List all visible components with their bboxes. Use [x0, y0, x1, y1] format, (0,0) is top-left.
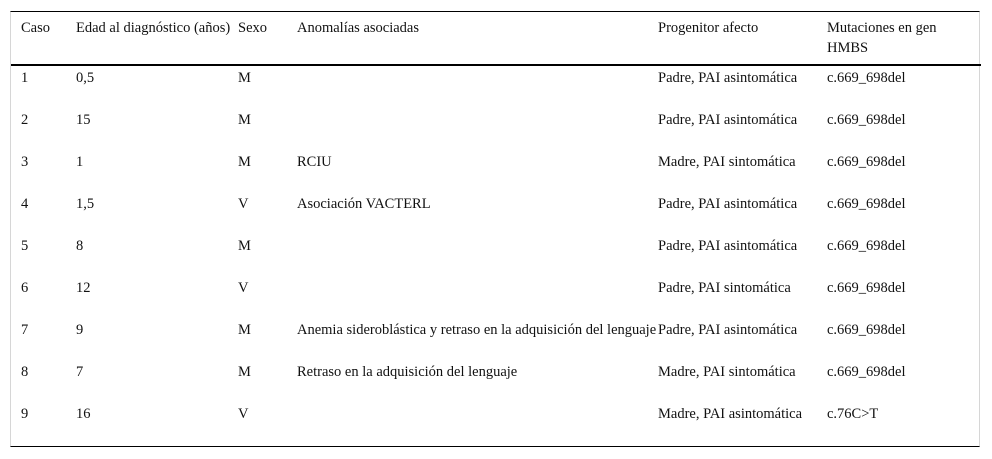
cell-sexo: V — [238, 280, 249, 296]
table-row — [11, 192, 981, 234]
cell-edad: 1 — [76, 154, 84, 170]
cell-edad: 12 — [76, 280, 91, 296]
table-row — [11, 276, 981, 318]
header-caso: Caso — [11, 12, 76, 65]
cell-caso: 6 — [21, 280, 29, 296]
cell-anomalias — [297, 402, 658, 444]
table-row — [11, 234, 981, 276]
cell-anomalias — [297, 108, 658, 150]
cell-edad: 9 — [76, 322, 84, 338]
cell-edad: 1,5 — [76, 196, 95, 212]
cell-caso: 3 — [21, 154, 29, 170]
cell-anomalias — [297, 65, 658, 108]
cell-anomalias: Anemia sideroblástica y retraso en la adquisición del lenguaje — [297, 322, 657, 338]
cell-edad: 15 — [76, 112, 91, 128]
header-edad: Edad al diagnóstico (años) — [76, 12, 238, 65]
header-anomalias: Anomalías asociadas — [297, 12, 658, 65]
cell-sexo: M — [238, 322, 251, 338]
cell-edad: 16 — [76, 406, 91, 422]
cell-mutacion: c.669_698del — [827, 196, 906, 212]
cell-caso: 5 — [21, 238, 29, 254]
cell-sexo: M — [238, 154, 251, 170]
data-table-frame — [10, 11, 980, 447]
cell-mutacion: c.669_698del — [827, 70, 906, 86]
cell-caso: 1 — [21, 70, 29, 86]
header-row — [11, 12, 981, 65]
cell-progenitor: Padre, PAI sintomática — [658, 280, 791, 296]
cell-mutacion: c.669_698del — [827, 154, 906, 170]
cell-sexo: M — [238, 70, 251, 86]
cell-progenitor: Padre, PAI asintomática — [658, 322, 798, 338]
cell-caso: 7 — [21, 322, 29, 338]
header-sexo: Sexo — [238, 12, 297, 65]
cell-anomalias: RCIU — [297, 154, 332, 170]
table-row — [11, 150, 981, 192]
cell-edad: 0,5 — [76, 70, 95, 86]
cell-caso: 9 — [21, 406, 29, 422]
cell-mutacion: c.669_698del — [827, 238, 906, 254]
cell-progenitor: Padre, PAI asintomática — [658, 70, 798, 86]
header-progenitor: Progenitor afecto — [658, 12, 827, 65]
cell-edad: 8 — [76, 238, 84, 254]
table-row — [11, 360, 981, 402]
table-body — [11, 65, 981, 444]
cell-progenitor: Madre, PAI sintomática — [658, 154, 796, 170]
table-row — [11, 318, 981, 360]
cell-sexo: M — [238, 238, 251, 254]
table-row — [11, 402, 981, 444]
cell-anomalias — [297, 234, 658, 276]
cell-caso: 8 — [21, 364, 29, 380]
cell-progenitor: Madre, PAI asintomática — [658, 406, 803, 422]
cell-progenitor: Padre, PAI asintomática — [658, 238, 798, 254]
cell-mutacion: c.669_698del — [827, 322, 906, 338]
cell-progenitor: Madre, PAI sintomática — [658, 364, 796, 380]
cell-progenitor: Padre, PAI asintomática — [658, 196, 798, 212]
table-row — [11, 108, 981, 150]
cell-progenitor: Padre, PAI asintomática — [658, 112, 798, 128]
cell-sexo: M — [238, 112, 251, 128]
cell-anomalias: Asociación VACTERL — [297, 196, 431, 212]
cell-sexo: V — [238, 196, 249, 212]
cell-anomalias — [297, 276, 658, 318]
cell-caso: 4 — [21, 196, 29, 212]
cell-mutacion: c.669_698del — [827, 112, 906, 128]
cell-mutacion: c.669_698del — [827, 280, 906, 296]
cell-anomalias: Retraso en la adquisición del lenguaje — [297, 364, 518, 380]
cell-sexo: V — [238, 406, 249, 422]
table-row — [11, 65, 981, 108]
cell-mutacion: c.669_698del — [827, 364, 906, 380]
header-mutaciones: Mutaciones en gen HMBS — [827, 12, 981, 65]
cell-mutacion: c.76C>T — [827, 406, 879, 422]
table-header — [11, 12, 981, 65]
cell-sexo: M — [238, 364, 251, 380]
cell-caso: 2 — [21, 112, 29, 128]
cell-edad: 7 — [76, 364, 84, 380]
cases-table — [11, 12, 981, 444]
